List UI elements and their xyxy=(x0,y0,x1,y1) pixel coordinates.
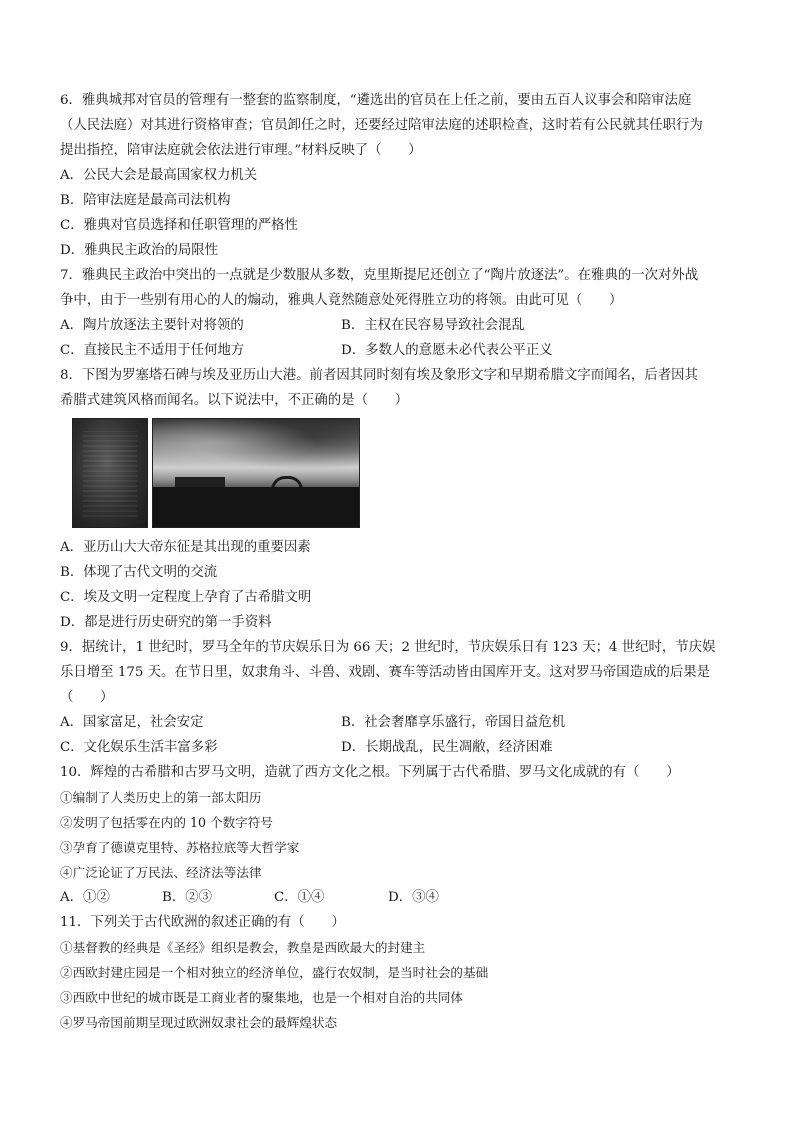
question-11 xyxy=(60,910,740,1035)
question-9-option-c: C．文化娱乐生活丰富多彩 xyxy=(60,740,218,755)
question-6-option-a: A．公民大会是最高国家权力机关 xyxy=(60,168,258,183)
question-7-stem-line-1: 7．雅典民主政治中突出的一点就是少数服从多数，克里斯提尼还创立了“陶片放逐法”。在雅典的一次对外战 xyxy=(60,268,699,283)
exam-page xyxy=(60,88,740,1035)
question-10-option-b: B．②③ xyxy=(162,890,213,905)
question-10-option-c: C．①④ xyxy=(274,890,325,905)
question-10-item-4: ④广泛论证了万民法、经济法等法律 xyxy=(60,865,262,880)
question-6-option-c: C．雅典对官员选择和任职管理的严格性 xyxy=(60,218,298,233)
question-7-options-row-2 xyxy=(60,338,740,363)
question-11-stem-line-1: 11．下列关于古代欧洲的叙述正确的有（ ） xyxy=(60,915,345,930)
question-9-option-b: B．社会奢靡享乐盛行，帝国日益危机 xyxy=(341,715,566,730)
question-10-item-1: ①编制了人类历史上的第一部太阳历 xyxy=(60,790,262,805)
question-8-option-a: A．亚历山大大帝东征是其出现的重要因素 xyxy=(60,540,311,555)
alexandria-harbor-photo xyxy=(152,418,360,528)
question-7-option-d: D．多数人的意愿未必代表公平正义 xyxy=(341,343,553,358)
question-10-item-3: ③孕育了德谟克里特、苏格拉底等大哲学家 xyxy=(60,840,300,855)
question-7-option-b: B．主权在民容易导致社会混乱 xyxy=(341,318,525,333)
question-9-options-row-2 xyxy=(60,735,740,760)
question-10 xyxy=(60,760,740,910)
question-9-stem-line-1: 9．据统计，1 世纪时，罗马全年的节庆娱乐日为 66 天；2 世纪时，节庆娱乐日有 123 天；4 世纪时，节庆娱 xyxy=(60,640,716,655)
question-6-option-d: D．雅典民主政治的局限性 xyxy=(60,243,219,258)
question-10-options-row xyxy=(60,885,740,910)
question-11-item-3: ③西欧中世纪的城市既是工商业者的聚集地，也是一个相对自治的共同体 xyxy=(60,990,463,1005)
question-7-stem-line-2: 争中，由于一些别有用心的人的煽动，雅典人竟然随意处死得胜立功的将领。由此可见（ ） xyxy=(60,293,623,308)
question-9-options-row-1 xyxy=(60,710,740,735)
question-8-option-b: B．体现了古代文明的交流 xyxy=(60,565,218,580)
question-8 xyxy=(60,363,740,635)
question-7-option-a: A．陶片放逐法主要针对将领的 xyxy=(60,318,244,333)
harbor-shore xyxy=(153,487,359,527)
sky-clouds xyxy=(153,419,359,479)
question-7 xyxy=(60,263,740,363)
question-8-stem-line-2: 希腊式建筑风格而闻名。以下说法中，不正确的是（ ） xyxy=(60,393,409,408)
question-6-stem-line-2: （人民法庭）对其进行资格审查；官员卸任之时，还要经过陪审法庭的述职检查，这时若有公民就其任职行为 xyxy=(60,118,703,133)
rosetta-stone-photo xyxy=(72,418,148,528)
question-10-stem-line-1: 10．辉煌的古希腊和古罗马文明，造就了西方文化之根。下列属于古代希腊、罗马文化成就的有（ ） xyxy=(60,765,680,780)
question-11-item-2: ②西欧封建庄园是一个相对独立的经济单位，盛行农奴制，是当时社会的基础 xyxy=(60,965,489,980)
question-6-stem-line-1: 6．雅典城邦对官员的管理有一整套的监察制度，“遴选出的官员在上任之前，要由五百人议事会和陪审法庭 xyxy=(60,93,692,108)
question-9-stem-line-3: （ ） xyxy=(60,690,114,705)
question-6-stem-line-3: 提出指控，陪审法庭就会依法进行审理。”材料反映了（ ） xyxy=(60,143,422,158)
question-9 xyxy=(60,635,740,760)
question-11-item-4: ④罗马帝国前期呈现过欧洲奴隶社会的最辉煌状态 xyxy=(60,1015,338,1030)
question-10-item-2: ②发明了包括零在内的 10 个数字符号 xyxy=(60,815,273,830)
question-8-option-d: D．都是进行历史研究的第一手资料 xyxy=(60,615,272,630)
question-6-option-b: B．陪审法庭是最高司法机构 xyxy=(60,193,231,208)
question-8-figure xyxy=(60,418,740,534)
question-9-option-d: D．长期战乱，民生凋敝，经济困难 xyxy=(341,740,553,755)
question-7-option-c: C．直接民主不适用于任何地方 xyxy=(60,343,245,358)
question-10-option-a: A．①② xyxy=(60,890,110,905)
question-8-stem-line-1: 8．下图为罗塞塔石碑与埃及亚历山大港。前者因其同时刻有埃及象形文字和早期希腊文字而闻名，后者因其 xyxy=(60,368,698,383)
question-6 xyxy=(60,88,740,263)
question-9-option-a: A．国家富足，社会安定 xyxy=(60,715,204,730)
question-9-stem-line-2: 乐日增至 175 天。在节日里，奴隶角斗、斗兽、戏剧、赛车等活动皆由国库开支。这对罗马帝国造成的后果是 xyxy=(60,665,711,680)
question-10-option-d: D．③④ xyxy=(388,890,439,905)
question-8-option-c: C．埃及文明一定程度上孕育了古希腊文明 xyxy=(60,590,312,605)
question-7-options-row-1 xyxy=(60,313,740,338)
question-11-item-1: ①基督教的经典是《圣经》组织是教会，教皇是西欧最大的封建主 xyxy=(60,940,426,955)
